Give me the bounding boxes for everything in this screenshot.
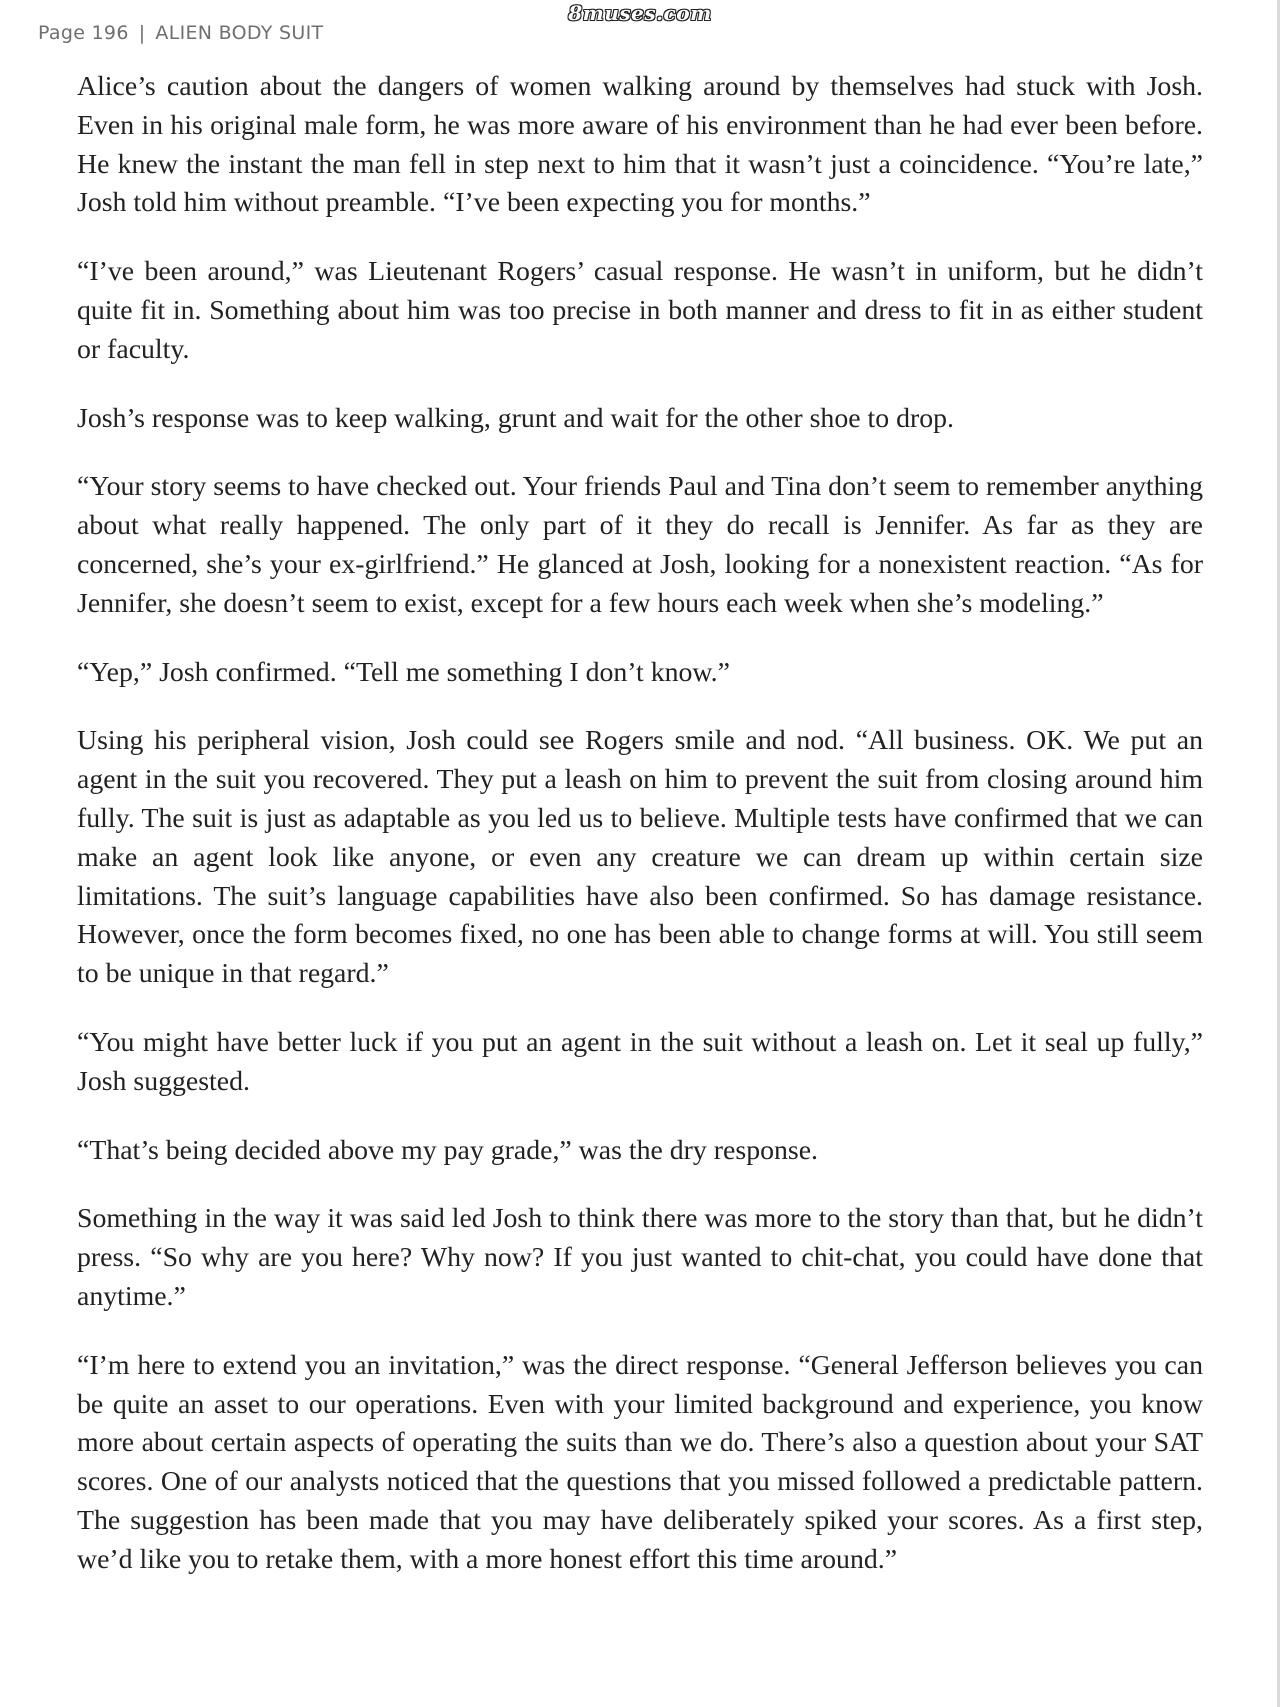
body-text	[77, 68, 1203, 1610]
paragraph-6: Using his peripheral vision, Josh could see Rogers smile and nod. “All business. OK. We put an agent in the suit you recovered. They put a leash on him to prevent the suit from closing around him fully. The suit is just as adaptable as you led us to believe. Multiple tests have confirmed that we can make an agent look like anyone, or even any creature we can dream up within certain size limitations. The suit’s language capabilities have also been confirmed. So has damage resistance. However, once the form becomes fixed, no one has been able to change forms at will. You still seem to be unique in that regard.”	[77, 725, 1203, 990]
running-header	[38, 22, 323, 44]
paragraph-9: Something in the way it was said led Josh to think there was more to the story than that, but he didn’t press. “So why are you here? Why now? If you just wanted to chit-chat, you could have done that anytime.”	[77, 1203, 1203, 1312]
paragraph-1: Alice’s caution about the dangers of women walking around by themselves had stuck with Josh. Even in his original male form, he was more aware of his environment than he had ever been before. He knew the instant the man fell in step next to him that it wasn’t just a coincidence. “You’re late,” Josh told him without preamble. “I’ve been expecting you for months.”	[77, 71, 1203, 219]
paragraph-8: “That’s being decided above my pay grade,” was the dry response.	[77, 1134, 818, 1166]
paragraph-5: “Yep,” Josh confirmed. “Tell me something I don’t know.”	[77, 656, 730, 688]
paragraph-10: “I’m here to extend you an invitation,” was the direct response. “General Jefferson believes you can be quite an asset to our operations. Even with your limited background and experience, you know more about certain aspects of operating the suits than we do. There’s also a question about your SAT scores. One of our analysts noticed that the questions that you missed followed a predictable pattern. The suggestion has been made that you may have deliberately spiked your scores. As a first step, we’d like you to retake them, with a more honest effort this time around.”	[77, 1349, 1203, 1575]
site-watermark: 8muses.com	[568, 1, 712, 25]
page-number: Page 196	[38, 22, 129, 44]
paragraph-7: “You might have better luck if you put an agent in the suit without a leash on. Let it seal up fully,” Josh suggested.	[77, 1026, 1203, 1097]
paragraph-2: “I’ve been around,” was Lieutenant Rogers’ casual response. He wasn’t in uniform, but he didn’t quite fit in. Something about him was too precise in both manner and dress to fit in as either student or faculty.	[77, 256, 1203, 365]
paragraph-3: Josh’s response was to keep walking, grunt and wait for the other shoe to drop.	[77, 402, 954, 434]
header-separator: |	[138, 22, 146, 44]
book-title: ALIEN BODY SUIT	[155, 22, 324, 44]
paragraph-4: “Your story seems to have checked out. Your friends Paul and Tina don’t seem to remember anything about what really happened. The only part of it they do recall is Jennifer. As far as they are concerned, she’s your ex-girlfriend.” He glanced at Josh, looking for a nonexistent reaction. “As for Jennifer, she doesn’t seem to exist, except for a few hours each week when she’s modeling.”	[77, 471, 1203, 619]
